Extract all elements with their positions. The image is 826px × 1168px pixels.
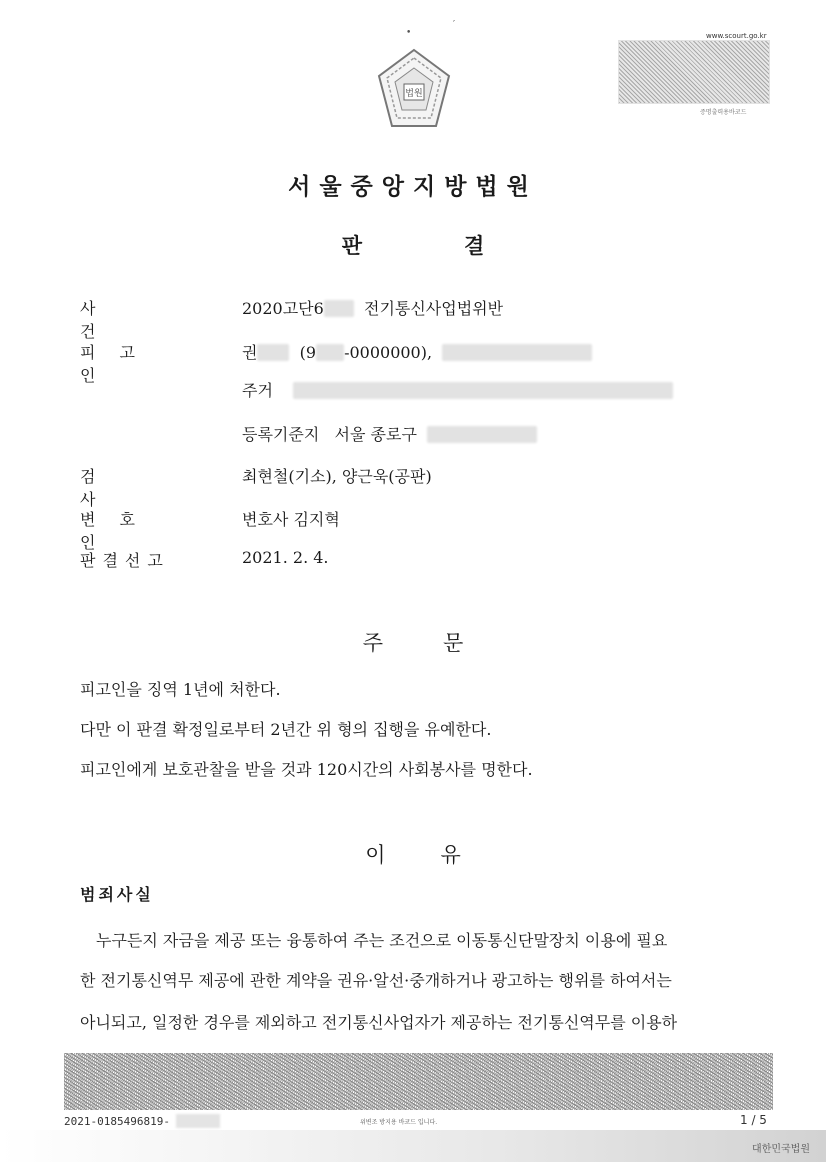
case-charge: 전기통신사업법위반 [363, 299, 504, 318]
order-line: 피고인에게 보호관찰을 받을 것과 120시간의 사회봉사를 명한다. [80, 760, 533, 779]
case-label-text: 사건 [80, 299, 150, 341]
defendant-value [242, 340, 592, 363]
defendant-label [80, 340, 172, 386]
registry-row [242, 422, 537, 445]
body-line: 아니되고, 일정한 경우를 제외하고 전기통신사업자가 제공하는 전기통신역무를 이용하 [80, 1013, 678, 1032]
seal-text: 법원 [405, 89, 423, 99]
court-seal-icon [377, 48, 451, 130]
verdict-date-value: 2021. 2. 4. [242, 548, 329, 567]
case-number: 2020고단6 [242, 299, 324, 318]
court-name: 서울중앙지방법원 [288, 174, 538, 200]
verdict-date-label-text: 판결선고 [80, 551, 170, 570]
anti-forgery-barcode [64, 1053, 773, 1110]
barcode-note: 위변조 방지용 바코드 입니다. [360, 1119, 438, 1126]
doc-type-title: 판결 [341, 234, 587, 258]
case-value [242, 296, 503, 319]
defendant-name: 권 [242, 343, 258, 362]
document-number: 2021-0185496819- [64, 1115, 170, 1128]
case-label [80, 296, 172, 342]
prosecutor-value: 최현철(기소), 양근욱(공판) [242, 467, 432, 486]
prosecutor-label-text: 검사 [80, 467, 150, 509]
body-line: 누구든지 자금을 제공 또는 융통하여 주는 조건으로 이동통신단말장치 이용에 필요 [96, 931, 668, 950]
verdict-date-label [80, 548, 172, 571]
reason-heading: 이유 [365, 843, 516, 867]
scan-mark: • [406, 28, 412, 38]
page-indicator: 1 / 5 [740, 1113, 767, 1127]
barcode-image [618, 40, 770, 104]
lawyer-label [80, 507, 172, 553]
defendant-id-suffix: -0000000), [344, 343, 433, 362]
crime-facts-heading: 범죄사실 [80, 885, 154, 904]
scan-mark: ′ [453, 20, 456, 30]
lawyer-label-text: 변호인 [80, 510, 159, 552]
order-line: 피고인을 징역 1년에 처한다. [80, 680, 281, 699]
prosecutor-label [80, 464, 172, 510]
defendant-label-text: 피고인 [80, 343, 159, 385]
lawyer-value: 변호사 김지혁 [242, 510, 340, 529]
redacted-block [176, 1114, 220, 1128]
barcode-caption: 증명출력용바코드 [700, 109, 747, 116]
footer-court-name: 대한민국법원 [752, 1144, 810, 1155]
barcode-url: www.scourt.go.kr [706, 32, 767, 40]
order-heading: 주문 [362, 631, 524, 655]
registry-label: 등록기준지 [242, 425, 320, 444]
order-line: 다만 이 판결 확정일로부터 2년간 위 형의 집행을 유예한다. [80, 720, 492, 739]
footer-band [0, 1130, 826, 1162]
address-row [242, 378, 673, 401]
address-label: 주거 [242, 381, 273, 400]
registry-value: 서울 종로구 [334, 425, 417, 444]
defendant-id-prefix: (9 [299, 343, 317, 362]
body-line: 한 전기통신역무 제공에 관한 계약을 권유·알선·중개하거나 광고하는 행위를 하여서는 [80, 971, 672, 990]
